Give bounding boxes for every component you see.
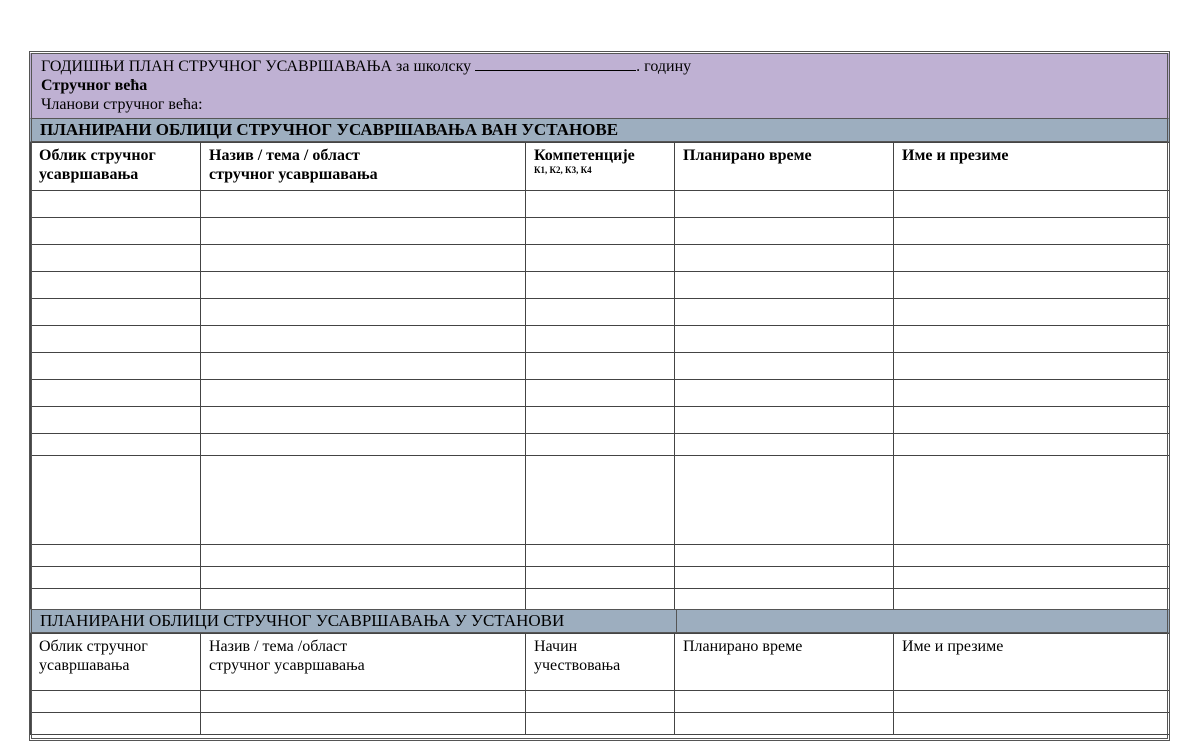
council-members-label: Чланови стручног већа:: [41, 96, 203, 113]
col-training-form: Облик стручног усавршавања: [31, 634, 201, 691]
council-label: Стручног већа: [41, 77, 148, 94]
col-training-topic: Назив / тема / област стручног усавршавања: [201, 143, 526, 191]
col-training-topic: Назив / тема /област стручног усавршавања: [201, 634, 526, 691]
col-full-name: Име и презиме: [894, 634, 1170, 691]
col-competencies: Компетенције К1, К2, К3, К4: [526, 143, 675, 191]
plan-title: ГОДИШЊИ ПЛАН СТРУЧНОГ УСАВРШАВАЊА за школску: [41, 58, 472, 75]
competencies-note: К1, К2, К3, К4: [534, 165, 592, 175]
col-full-name: Име и презиме: [894, 143, 1170, 191]
col-planned-time: Планирано време: [675, 143, 894, 191]
col-training-form: Облик стручног усавршавања: [31, 143, 201, 191]
section-internal-title-text: ПЛАНИРАНИ ОБЛИЦИ СТРУЧНОГ УСАВРШАВАЊА У УСТАНОВИ: [40, 611, 565, 630]
col-participation-mode: Начин учествовања: [526, 634, 675, 691]
document-frame: [29, 51, 1170, 741]
section-external-title-text: ПЛАНИРАНИ ОБЛИЦИ СТРУЧНОГ УСАВРШАВАЊА ВАН УСТАНОВЕ: [40, 120, 619, 139]
plan-title-suffix: . годину: [636, 58, 692, 75]
col-planned-time: Планирано време: [675, 634, 894, 691]
